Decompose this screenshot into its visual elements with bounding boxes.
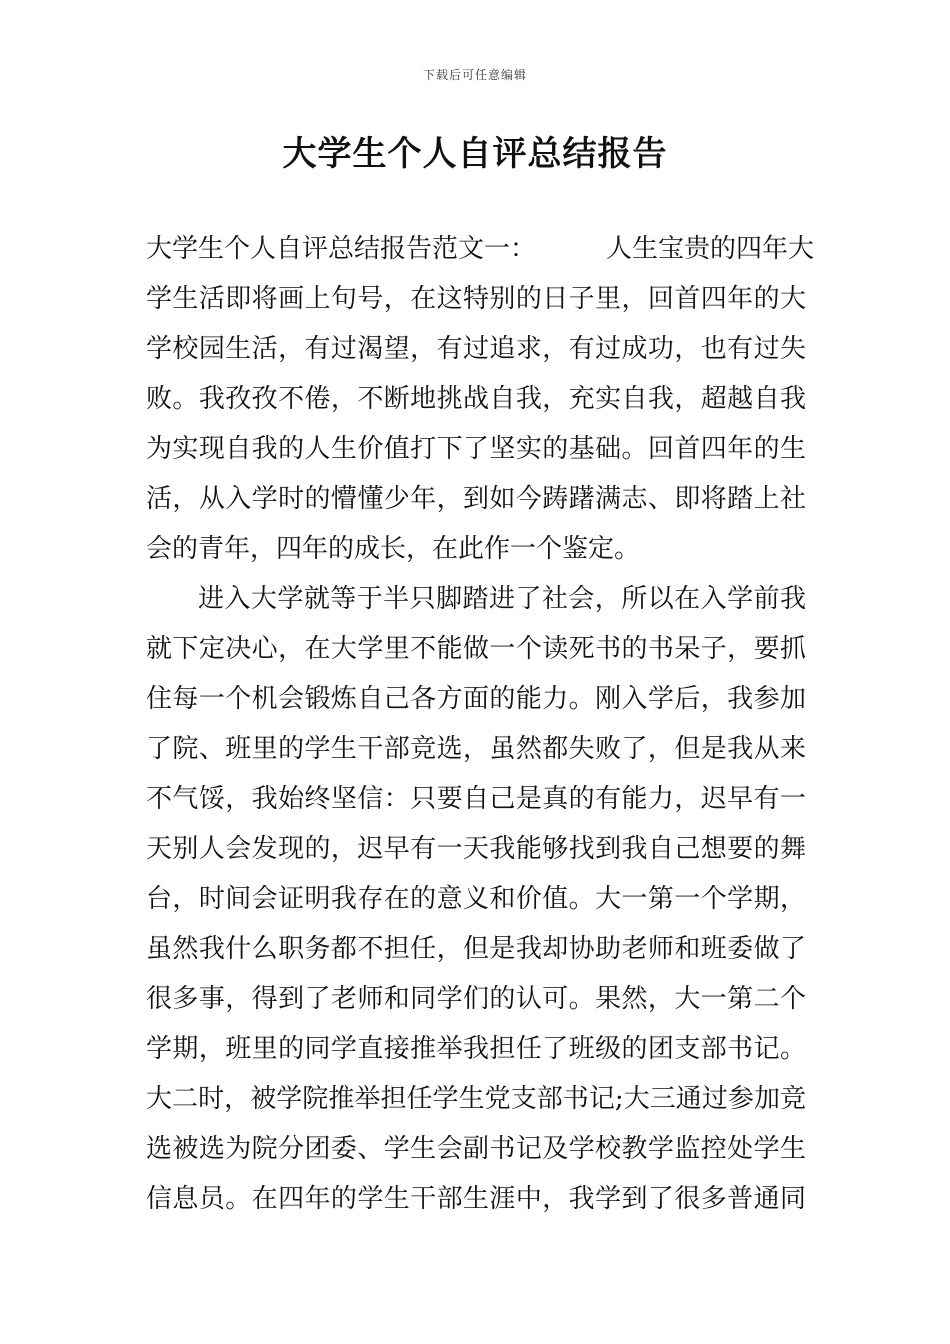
paragraph-2-line-2: 就下定决心，在大学里不能做一个读死书的书呆子，要抓 <box>146 634 806 664</box>
paragraph-1-heading: 大学生个人自评总结报告范文一： <box>146 234 537 264</box>
paragraph-1-line-2: 学生活即将画上句号，在这特别的日子里，回首四年的大 <box>146 284 806 314</box>
paragraph-2-line-13: 信息员。在四年的学生干部生涯中，我学到了很多普通同 <box>146 1184 806 1214</box>
paragraph-2-line-8: 虽然我什么职务都不担任，但是我却协助老师和班委做了 <box>146 934 806 964</box>
paragraph-2-line-5: 不气馁，我始终坚信：只要自己是真的有能力，迟早有一 <box>146 784 806 814</box>
paragraph-2-line-4: 了院、班里的学生干部竞选，虽然都失败了，但是我从来 <box>146 734 806 764</box>
header-note: 下载后可任意编辑 <box>422 68 527 82</box>
document-title: 大学生个人自评总结报告 <box>282 134 668 174</box>
paragraph-2-line-9: 很多事，得到了老师和同学们的认可。果然，大一第二个 <box>146 984 806 1014</box>
paragraph-2-line-6: 天别人会发现的，迟早有一天我能够找到我自己想要的舞 <box>146 834 806 864</box>
paragraph-2-line-10: 学期，班里的同学直接推举我担任了班级的团支部书记。 <box>146 1034 806 1064</box>
paragraph-2-line-12: 选被选为院分团委、学生会副书记及学校教学监控处学生 <box>146 1134 806 1164</box>
paragraph-1-line-6: 活，从入学时的懵懂少年，到如今踌躇满志、即将踏上社 <box>146 484 806 514</box>
paragraph-2-line-3: 住每一个机会锻炼自己各方面的能力。刚入学后，我参加 <box>146 684 806 714</box>
paragraph-1-line-5: 为实现自我的人生价值打下了坚实的基础。回首四年的生 <box>146 434 806 464</box>
paragraph-1-line-7: 会的青年，四年的成长，在此作一个鉴定。 <box>146 534 641 564</box>
paragraph-1-first-line-tail: 人生宝贵的四年大 <box>606 234 815 264</box>
document-body <box>146 224 815 1224</box>
paragraph-1-line-3: 学校园生活，有过渴望，有过追求，有过成功，也有过失 <box>146 334 806 364</box>
paragraph-1-line-4: 败。我孜孜不倦，不断地挑战自我，充实自我，超越自我 <box>146 384 806 414</box>
paragraph-1-line-1 <box>146 224 815 274</box>
paragraph-2-line-11: 大二时，被学院推举担任学生党支部书记;大三通过参加竞 <box>146 1084 806 1114</box>
paragraph-2-line-7: 台，时间会证明我存在的意义和价值。大一第一个学期， <box>146 884 806 914</box>
paragraph-2-line-1: 进入大学就等于半只脚踏进了社会，所以在入学前我 <box>198 584 806 614</box>
